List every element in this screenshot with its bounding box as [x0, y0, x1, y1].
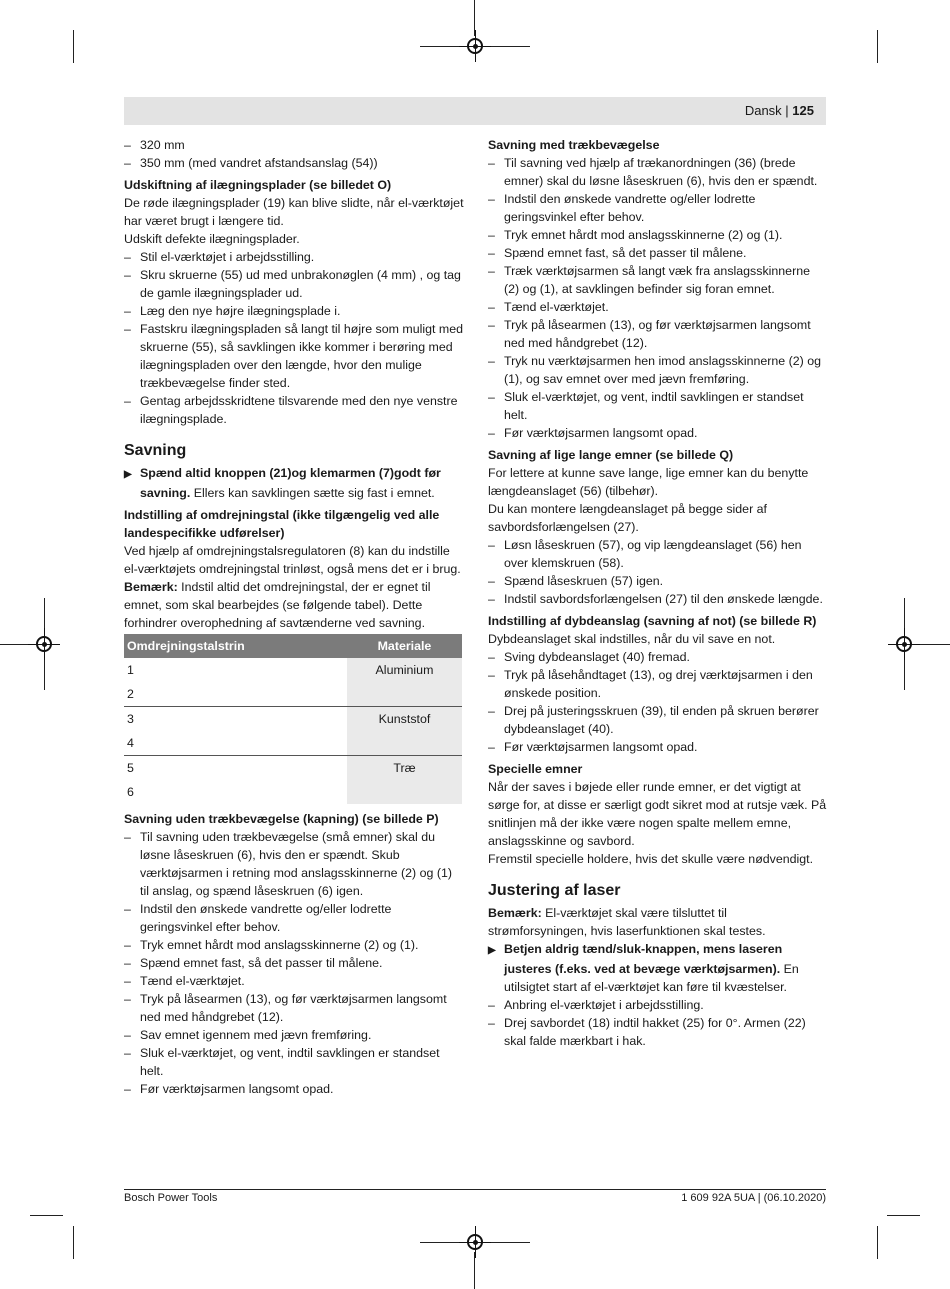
section-heading: Savning uden trækbevægelse (kapning) (se billede P): [124, 812, 439, 826]
speed-table: [124, 634, 462, 804]
crop-mark: [0, 644, 30, 645]
note-text: El-værktøjet skal være tilsluttet til strømforsyningen, hvis laserfunktionen skal testes.: [488, 906, 766, 938]
list-item: – 350 mm (med vandret afstandsanslag (54)): [124, 154, 464, 172]
paragraph: Du kan montere længdeanslaget på begge sider af savbordsforlængelsen (27).: [488, 502, 767, 534]
section-heading: Savning af lige lange emner (se billede Q): [488, 448, 734, 462]
table-cell: 1: [127, 663, 134, 677]
list-item: – Til savning ved hjælp af trækanordningen (36) (brede emner) skal du løsne låseskruen (6), hvis den er spændt.: [488, 154, 828, 190]
paragraph: Dybdeanslaget skal indstilles, når du vil save en not.: [488, 632, 776, 646]
crop-mark: [920, 644, 950, 645]
list-item: – Indstil savbordsforlængelsen (27) til den ønskede længde.: [488, 590, 828, 608]
list-item: – Stil el-værktøjet i arbejdsstilling.: [124, 248, 464, 266]
list-item: – Drej savbordet (18) indtil hakket (25) for 0°. Armen (22) skal falde mærkbart i hak.: [488, 1014, 828, 1050]
list-item: – Løsn låseskruen (57), og vip længdeanslaget (56) hen over klemskruen (58).: [488, 536, 828, 572]
list-item: – Tryk på låsearmen (13), og før værktøjsarmen langsomt ned med håndgrebet (12).: [124, 990, 464, 1026]
note: [124, 578, 464, 632]
warning-bold: Spænd altid knoppen (21)og klemarmen (7)godt før savning.: [140, 466, 441, 500]
list-item: – Tænd el-værktøjet.: [124, 972, 464, 990]
table-cell: 5: [124, 756, 347, 781]
note: [488, 904, 828, 940]
list-item: – Skru skruerne (55) ud med unbrakonøglen (4 mm) , og tag de gamle ilægningsplader ud.: [124, 266, 464, 302]
list-item: – Sav emnet igennem med jævn fremføring.: [124, 1026, 464, 1044]
table-cell: Aluminium: [347, 658, 462, 707]
crop-mark: [30, 1215, 63, 1216]
section-heading: Indstilling af dybdeanslag (savning af not) (se billede R): [488, 614, 817, 628]
crop-mark: [877, 1226, 878, 1259]
section-title: Justering af laser: [488, 882, 621, 899]
left-column: [124, 136, 464, 1098]
footer-divider: [124, 1189, 826, 1190]
list-item: – 320 mm: [124, 136, 464, 154]
table-cell: 2: [127, 687, 134, 701]
list-item: – Drej på justeringsskruen (39), til enden på skruen berører dybdeanslaget (40).: [488, 702, 828, 738]
footer-doc-id: 1 609 92A 5UA | (06.10.2020): [681, 1192, 826, 1204]
section-heading: Udskiftning af ilægningsplader (se billedet O): [124, 178, 392, 192]
registration-mark-icon: [36, 636, 52, 652]
list-item: – Tryk emnet hårdt mod anslagsskinnerne (2) og (1).: [488, 226, 828, 244]
warning-text: Ellers kan savklingen sætte sig fast i emnet.: [190, 486, 435, 500]
table-cell: 4: [127, 736, 134, 750]
list-item: – Gentag arbejdsskridtene tilsvarende med den nye venstre ilægningsplade.: [124, 392, 464, 428]
paragraph: Fremstil specielle holdere, hvis det skulle være nødvendigt.: [488, 852, 814, 866]
list-item: – Fastskru ilægningspladen så langt til højre som muligt med skruerne (55), så savklingen ikke kommer i berøring med ilægningspladen over den længde, hvor den mulige trækbevægelse finder sted.: [124, 320, 464, 392]
crop-mark: [877, 30, 878, 63]
list-item: – Læg den nye højre ilægningsplade i.: [124, 302, 464, 320]
page-number: 125: [792, 103, 814, 118]
table-cell: Træ: [347, 756, 462, 805]
note-text: Indstil altid det omdrejningstal, der er egnet til emnet, som skal bearbejdes (se følgende tabel). Dette forhindrer overophedning af savtænderne ved savning.: [124, 580, 431, 630]
crop-mark: [73, 30, 74, 63]
note-label: Bemærk:: [124, 580, 178, 594]
section-heading: Indstilling af omdrejningstal (ikke tilgængelig ved alle landespecifikke udførelser): [124, 508, 440, 540]
section-heading: Specielle emner: [488, 762, 583, 776]
footer-brand: Bosch Power Tools: [124, 1192, 218, 1204]
paragraph: Ved hjælp af omdrejningstalsregulatoren (8) kan du indstille el-værktøjets omdrejningstal trinløst, også mens det er i brug.: [124, 544, 461, 576]
table-cell: 6: [127, 785, 134, 799]
paragraph: De røde ilægningsplader (19) kan blive slidte, når el-værktøjet har været brugt i længere tid.: [124, 196, 464, 228]
table-header: Materiale: [347, 634, 462, 658]
crop-mark: [73, 1226, 74, 1259]
list-item: – Før værktøjsarmen langsomt opad.: [488, 738, 828, 756]
list-item: – Spænd emnet fast, så det passer til målene.: [124, 954, 464, 972]
header-text: Dansk | 125: [744, 103, 814, 118]
list-item: – Tryk på låsearmen (13), og før værktøjsarmen langsomt ned med håndgrebet (12).: [488, 316, 828, 352]
list-item: – Anbring el-værktøjet i arbejdsstilling.: [488, 996, 828, 1014]
page-header: [124, 97, 826, 125]
list-item: – Til savning uden trækbevægelse (små emner) skal du løsne låseskruen (6), hvis den er spændt. Skub værktøjsarmen i retning mod anslagsskinnerne (2) og (1) til anslag, og spænd låseskruen (6) igen.: [124, 828, 464, 900]
warning-bold: Betjen aldrig tænd/sluk-knappen, mens laseren justeres (f.eks. ved at bevæge værktøjsarmen).: [504, 942, 783, 976]
header-language: Dansk: [744, 103, 782, 118]
list-item: – Indstil den ønskede vandrette og/eller lodrette geringsvinkel efter behov.: [124, 900, 464, 936]
note-label: Bemærk:: [488, 906, 542, 920]
registration-mark-icon: [896, 636, 912, 652]
list-item: – Spænd emnet fast, så det passer til målene.: [488, 244, 828, 262]
table-cell: Kunststof: [347, 707, 462, 756]
list-item: – Sluk el-værktøjet, og vent, indtil savklingen er standset helt.: [124, 1044, 464, 1080]
list-item: – Før værktøjsarmen langsomt opad.: [124, 1080, 464, 1098]
list-item: – Tryk nu værktøjsarmen hen imod anslagsskinnerne (2) og (1), og sav emnet over med jævn fremføring.: [488, 352, 828, 388]
list-item: – Sluk el-værktøjet, og vent, indtil savklingen er standset helt.: [488, 388, 828, 424]
section-title: Savning: [124, 442, 187, 459]
registration-mark-icon: [467, 38, 483, 54]
crop-mark: [887, 1215, 920, 1216]
list-item: – Sving dybdeanslaget (40) fremad.: [488, 648, 828, 666]
section-heading: Savning med trækbevægelse: [488, 138, 660, 152]
list-item: – Indstil den ønskede vandrette og/eller lodrette geringsvinkel efter behov.: [488, 190, 828, 226]
list-item: – Tryk emnet hårdt mod anslagsskinnerne (2) og (1).: [124, 936, 464, 954]
list-item: – Træk værktøjsarmen så langt væk fra anslagsskinnerne (2) og (1), at savklingen befinder sig foran emnet.: [488, 262, 828, 298]
list-item: – Tænd el-værktøjet.: [488, 298, 828, 316]
table-cell: 3: [124, 707, 347, 732]
safety-warning: [488, 940, 828, 996]
safety-warning: [124, 464, 464, 502]
paragraph: Når der saves i bøjede eller runde emner, er det vigtigt at sørge for, at disse er særligt godt sikret mod at rutsje væk. På snitlinjen må der ikke være nogen spalte mellem emne, anslagsskinne og savbord.: [488, 780, 827, 848]
table-header: Omdrejningstalstrin: [124, 634, 347, 658]
warning-text: En utilsigtet start af el-værktøjet kan føre til kvæstelser.: [504, 962, 799, 994]
list-item: – Tryk på låsehåndtaget (13), og drej værktøjsarmen i den ønskede position.: [488, 666, 828, 702]
right-column: [488, 136, 828, 1050]
list-item: – Før værktøjsarmen langsomt opad.: [488, 424, 828, 442]
list-item: – Spænd låseskruen (57) igen.: [488, 572, 828, 590]
paragraph: For lettere at kunne save lange, lige emner kan du benytte længdeanslaget (56) (tilbehør).: [488, 466, 809, 498]
registration-mark-icon: [467, 1234, 483, 1250]
paragraph: Udskift defekte ilægningsplader.: [124, 232, 300, 246]
